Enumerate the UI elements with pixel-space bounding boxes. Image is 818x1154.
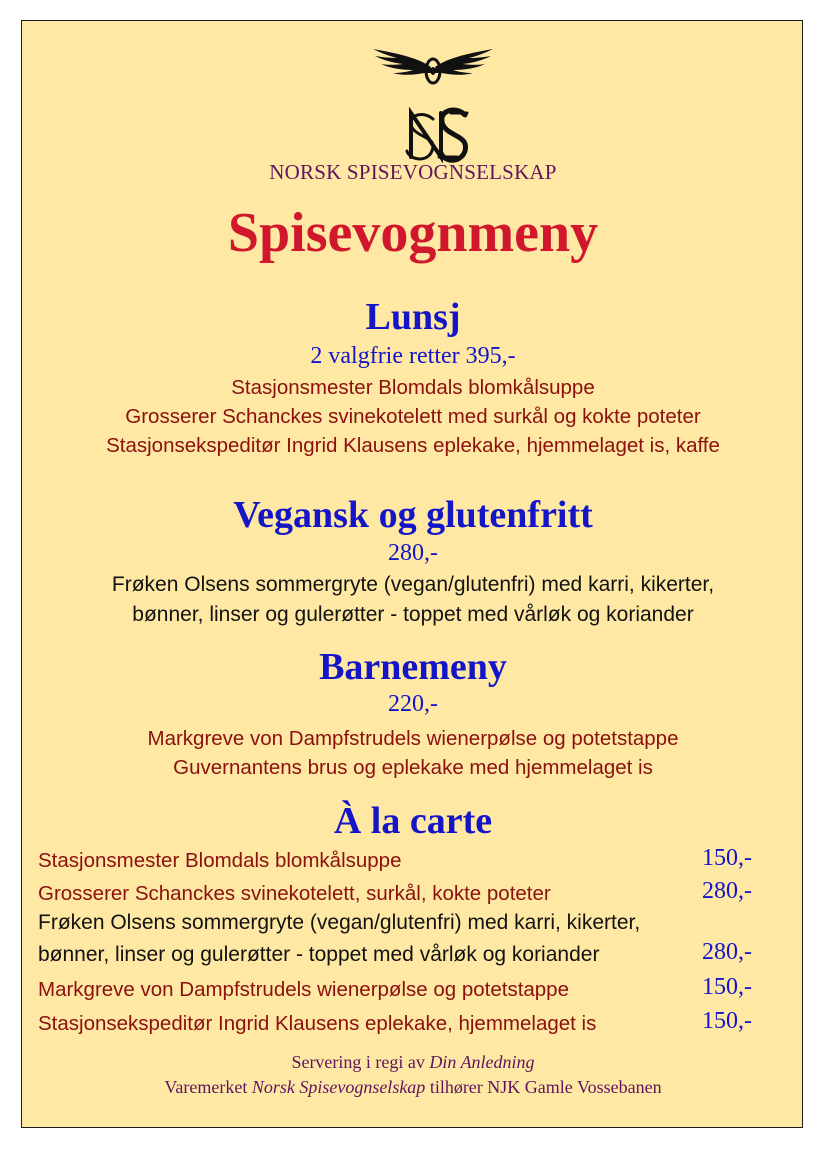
alacarte-item: Stasjonsekspeditør Ingrid Klausens eplekake, hjemmelaget is [38, 1012, 597, 1035]
page-title: Spisevognmeny [227, 202, 599, 264]
brand-name: NORSK SPISEVOGNSELSKAP [269, 160, 557, 184]
footer-line-trademark: Varemerket Norsk Spisevognselskap tilhører NJK Gamle Vossebanen [164, 1077, 662, 1097]
alacarte-item-price: 150,- [702, 845, 752, 871]
alacarte-item-price: 150,- [702, 1008, 752, 1034]
winged-wheel-nss-monogram-icon [371, 39, 495, 171]
section-heading-lunsj: Lunsj [365, 296, 461, 338]
menu-card [21, 20, 803, 1128]
footer-trademark-name: Norsk Spisevognselskap [251, 1077, 426, 1097]
lunsj-dish: Stasjonsekspeditør Ingrid Klausens eplekake, hjemmelaget is, kaffe [106, 434, 720, 457]
alacarte-item: Grosserer Schanckes svinekotelett, surkål, kokte poteter [38, 882, 551, 905]
section-heading-vegansk: Vegansk og glutenfritt [233, 494, 593, 536]
barnemeny-price: 220,- [388, 691, 438, 717]
section-heading-barnemeny: Barnemeny [319, 646, 507, 688]
barnemeny-dish: Markgreve von Dampfstrudels wienerpølse og potetstappe [147, 727, 679, 750]
barnemeny-dish: Guvernantens brus og eplekake med hjemmelaget is [173, 756, 653, 779]
footer-line-service: Servering i regi av Din Anledning [291, 1052, 535, 1072]
alacarte-item-price: 150,- [702, 974, 752, 1000]
alacarte-item: Markgreve von Dampfstrudels wienerpølse og potetstappe [38, 978, 569, 1001]
footer-caterer-name: Din Anledning [429, 1052, 535, 1072]
vegansk-line: Frøken Olsens sommergryte (vegan/glutenfri) med karri, kikerter, [111, 573, 715, 596]
vegansk-price: 280,- [388, 540, 438, 566]
vegansk-line: bønner, linser og gulerøtter - toppet med vårløk og koriander [132, 603, 694, 626]
alacarte-item: Frøken Olsens sommergryte (vegan/glutenfri) med karri, kikerter, [38, 911, 641, 934]
alacarte-item-price: 280,- [702, 939, 752, 965]
alacarte-item: bønner, linser og gulerøtter - toppet med vårløk og koriander [38, 943, 600, 966]
lunsj-price: 2 valgfrie retter 395,- [310, 343, 516, 369]
lunsj-dish: Grosserer Schanckes svinekotelett med surkål og kokte poteter [125, 405, 701, 428]
alacarte-item: Stasjonsmester Blomdals blomkålsuppe [38, 849, 402, 872]
alacarte-item-price: 280,- [702, 878, 752, 904]
lunsj-dish: Stasjonsmester Blomdals blomkålsuppe [231, 376, 595, 399]
section-heading-alacarte: À la carte [333, 800, 493, 842]
